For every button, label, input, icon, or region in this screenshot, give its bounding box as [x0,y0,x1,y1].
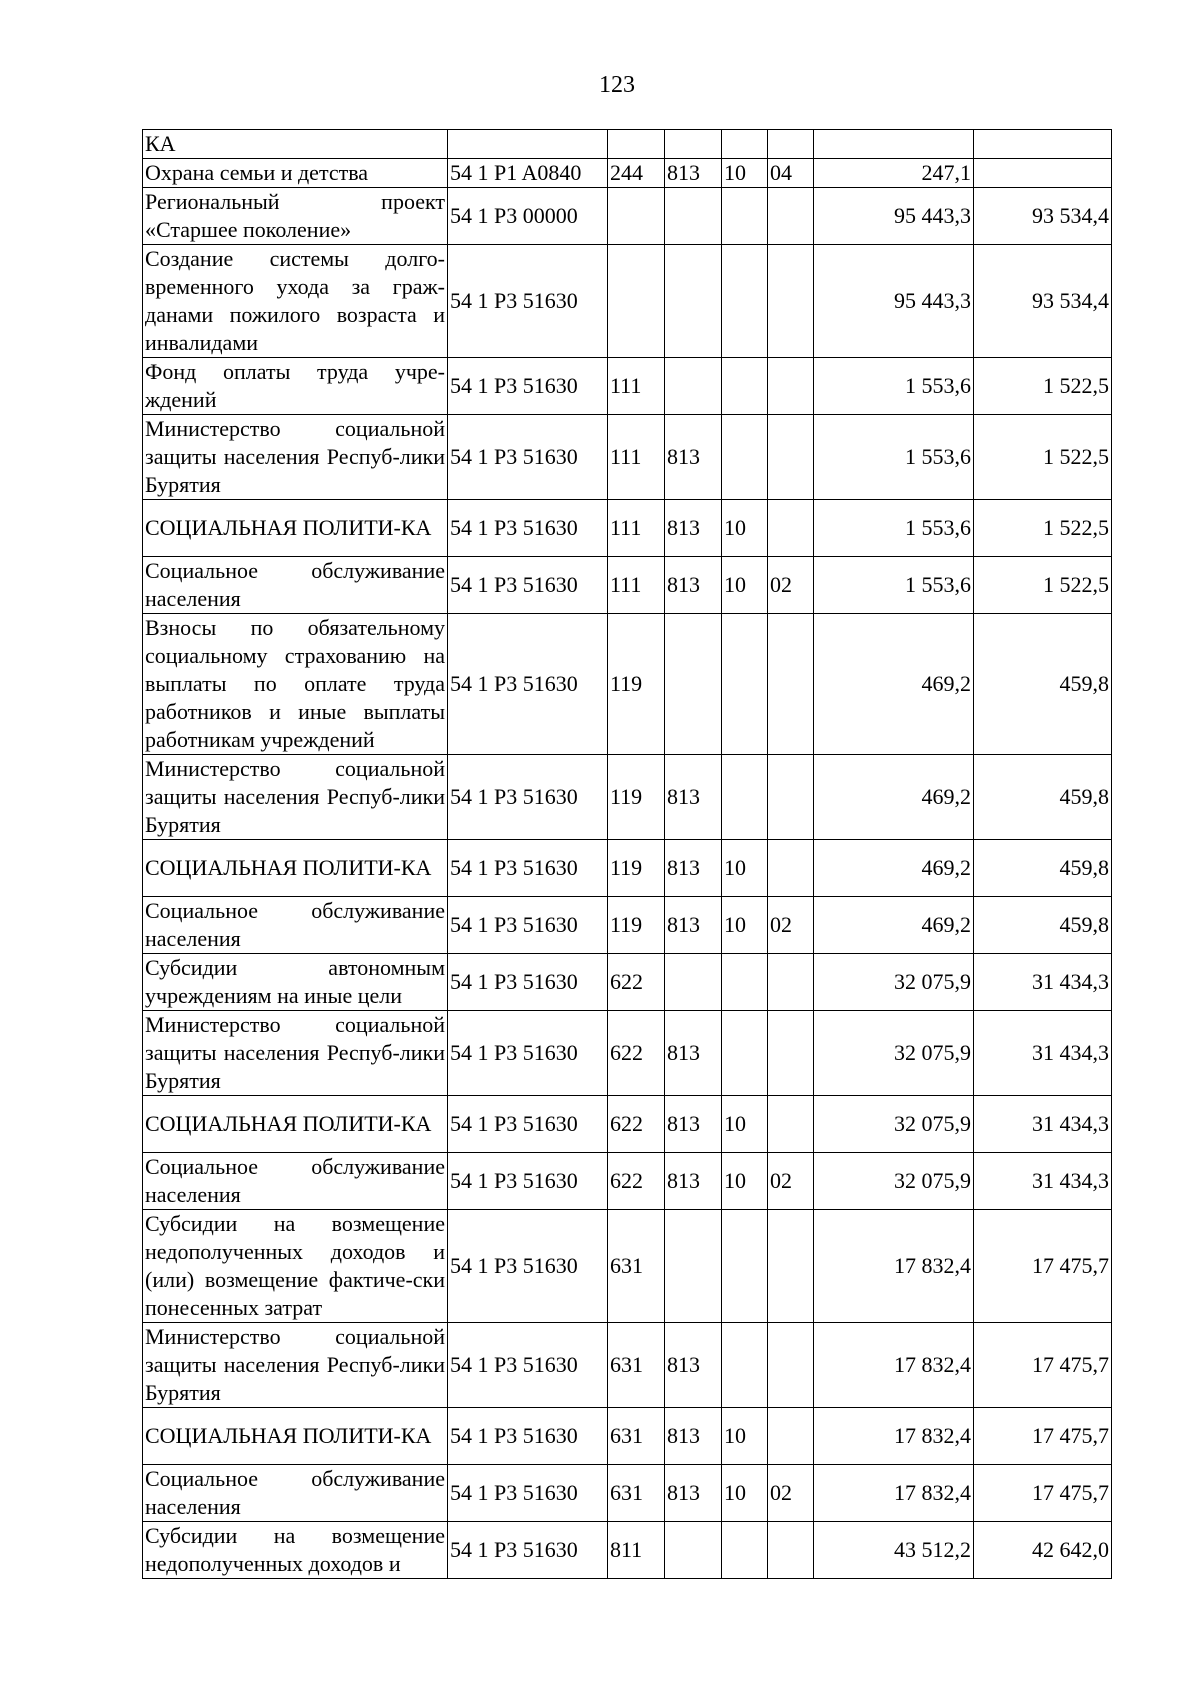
row-name-cell: СОЦИАЛЬНАЯ ПОЛИТИ-КА [143,1096,448,1153]
amount-year-2: 31 434,3 [974,954,1112,1011]
amount-year-1: 469,2 [814,897,974,954]
section-code: 10 [722,1408,768,1465]
amount-year-1: 1 553,6 [814,358,974,415]
amount-year-2: 42 642,0 [974,1522,1112,1579]
subsection-code [768,1408,814,1465]
section-code [722,1323,768,1408]
expense-type-code: 622 [608,1096,665,1153]
section-code [722,954,768,1011]
amount-year-2: 31 434,3 [974,1096,1112,1153]
subsection-code [768,500,814,557]
subsection-code: 02 [768,1465,814,1522]
table-row [143,1096,1112,1153]
target-article-code: 54 1 P3 51630 [448,840,608,897]
row-name-cell: Охрана семьи и детства [143,159,448,188]
expense-type-code: 244 [608,159,665,188]
table-row [143,1323,1112,1408]
subsection-code [768,954,814,1011]
amount-year-2: 459,8 [974,897,1112,954]
amount-year-1: 17 832,4 [814,1465,974,1522]
budget-table [142,129,1112,1579]
target-article-code: 54 1 P3 51630 [448,1210,608,1323]
target-article-code: 54 1 P3 51630 [448,614,608,755]
section-code [722,415,768,500]
expense-type-code: 119 [608,897,665,954]
row-name-cell: Министерство социальной защиты населения Респуб-лики Бурятия [143,755,448,840]
target-article-code: 54 1 P3 51630 [448,557,608,614]
ministry-code [665,245,722,358]
amount-year-1: 32 075,9 [814,1153,974,1210]
table-row [143,1153,1112,1210]
amount-year-1: 469,2 [814,840,974,897]
ministry-code [665,130,722,159]
amount-year-2: 17 475,7 [974,1465,1112,1522]
table-row [143,358,1112,415]
section-code [722,614,768,755]
ministry-code: 813 [665,500,722,557]
ministry-code: 813 [665,415,722,500]
amount-year-2: 17 475,7 [974,1408,1112,1465]
target-article-code [448,130,608,159]
target-article-code: 54 1 P3 51630 [448,1408,608,1465]
section-code [722,1210,768,1323]
amount-year-1: 469,2 [814,614,974,755]
expense-type-code: 631 [608,1465,665,1522]
expense-type-code: 111 [608,358,665,415]
section-code: 10 [722,840,768,897]
row-name-cell: Социальное обслуживание населения [143,1465,448,1522]
ministry-code: 813 [665,159,722,188]
table-row [143,188,1112,245]
subsection-code [768,614,814,755]
subsection-code: 02 [768,1153,814,1210]
amount-year-2: 93 534,4 [974,188,1112,245]
ministry-code [665,1210,722,1323]
table-row [143,557,1112,614]
amount-year-1: 32 075,9 [814,954,974,1011]
expense-type-code: 111 [608,500,665,557]
ministry-code: 813 [665,1096,722,1153]
ministry-code: 813 [665,840,722,897]
amount-year-1: 17 832,4 [814,1210,974,1323]
subsection-code [768,130,814,159]
ministry-code [665,1522,722,1579]
amount-year-2: 1 522,5 [974,500,1112,557]
section-code [722,130,768,159]
table-row [143,1408,1112,1465]
target-article-code: 54 1 P3 00000 [448,188,608,245]
expense-type-code: 622 [608,954,665,1011]
expense-type-code: 631 [608,1210,665,1323]
subsection-code [768,1323,814,1408]
section-code: 10 [722,500,768,557]
subsection-code [768,1096,814,1153]
subsection-code [768,1210,814,1323]
row-name-cell: Социальное обслуживание населения [143,557,448,614]
table-row [143,130,1112,159]
ministry-code: 813 [665,1323,722,1408]
amount-year-2: 17 475,7 [974,1210,1112,1323]
section-code [722,358,768,415]
ministry-code: 813 [665,897,722,954]
amount-year-1: 95 443,3 [814,188,974,245]
expense-type-code: 631 [608,1408,665,1465]
ministry-code: 813 [665,1465,722,1522]
amount-year-1: 95 443,3 [814,245,974,358]
row-name-cell: СОЦИАЛЬНАЯ ПОЛИТИ-КА [143,1408,448,1465]
amount-year-2: 1 522,5 [974,358,1112,415]
row-name-cell: Министерство социальной защиты населения Респуб-лики Бурятия [143,1011,448,1096]
table-row [143,500,1112,557]
row-name-cell: Министерство социальной защиты населения Респуб-лики Бурятия [143,1323,448,1408]
row-name-cell: СОЦИАЛЬНАЯ ПОЛИТИ-КА [143,840,448,897]
amount-year-2: 1 522,5 [974,557,1112,614]
table-row [143,1465,1112,1522]
subsection-code [768,358,814,415]
section-code [722,245,768,358]
expense-type-code [608,188,665,245]
ministry-code [665,188,722,245]
expense-type-code: 622 [608,1011,665,1096]
subsection-code [768,415,814,500]
target-article-code: 54 1 P3 51630 [448,1465,608,1522]
row-name-cell: Создание системы долго-временного ухода за граж-данами пожилого возраста и инвалидами [143,245,448,358]
page-number: 123 [599,72,635,98]
amount-year-2: 31 434,3 [974,1011,1112,1096]
amount-year-1 [814,130,974,159]
table-row [143,159,1112,188]
row-name-cell: Субсидии на возмещение недополученных доходов и (или) возмещение фактиче-ски понесенных затрат [143,1210,448,1323]
subsection-code [768,840,814,897]
section-code: 10 [722,1096,768,1153]
table-row [143,840,1112,897]
table-row [143,415,1112,500]
amount-year-2: 459,8 [974,614,1112,755]
subsection-code: 02 [768,557,814,614]
amount-year-1: 32 075,9 [814,1011,974,1096]
expense-type-code [608,130,665,159]
amount-year-1: 1 553,6 [814,500,974,557]
expense-type-code: 631 [608,1323,665,1408]
target-article-code: 54 1 P3 51630 [448,415,608,500]
ministry-code [665,358,722,415]
section-code [722,1011,768,1096]
table-row [143,954,1112,1011]
amount-year-2: 459,8 [974,755,1112,840]
amount-year-1: 1 553,6 [814,557,974,614]
expense-type-code: 119 [608,840,665,897]
amount-year-2: 1 522,5 [974,415,1112,500]
expense-type-code: 119 [608,614,665,755]
ministry-code: 813 [665,755,722,840]
ministry-code: 813 [665,1011,722,1096]
target-article-code: 54 1 P3 51630 [448,245,608,358]
amount-year-1: 1 553,6 [814,415,974,500]
target-article-code: 54 1 P3 51630 [448,1011,608,1096]
row-name-cell: Фонд оплаты труда учре-ждений [143,358,448,415]
subsection-code [768,245,814,358]
target-article-code: 54 1 P3 51630 [448,755,608,840]
amount-year-1: 32 075,9 [814,1096,974,1153]
subsection-code: 04 [768,159,814,188]
expense-type-code: 111 [608,415,665,500]
amount-year-1: 17 832,4 [814,1408,974,1465]
subsection-code: 02 [768,897,814,954]
row-name-cell: СОЦИАЛЬНАЯ ПОЛИТИ-КА [143,500,448,557]
table-row [143,614,1112,755]
amount-year-2: 93 534,4 [974,245,1112,358]
amount-year-2: 459,8 [974,840,1112,897]
expense-type-code [608,245,665,358]
section-code: 10 [722,1465,768,1522]
amount-year-2: 31 434,3 [974,1153,1112,1210]
table-row [143,897,1112,954]
target-article-code: 54 1 P1 A0840 [448,159,608,188]
row-name-cell: Взносы по обязательному социальному страхованию на выплаты по оплате труда работников и иные выплаты работникам учреждений [143,614,448,755]
section-code: 10 [722,159,768,188]
section-code [722,1522,768,1579]
table-row [143,245,1112,358]
target-article-code: 54 1 P3 51630 [448,500,608,557]
target-article-code: 54 1 P3 51630 [448,1153,608,1210]
section-code [722,755,768,840]
amount-year-1: 469,2 [814,755,974,840]
row-name-cell: Социальное обслуживание населения [143,897,448,954]
table-row [143,1522,1112,1579]
table-row [143,755,1112,840]
section-code: 10 [722,897,768,954]
ministry-code: 813 [665,1153,722,1210]
amount-year-2 [974,159,1112,188]
target-article-code: 54 1 P3 51630 [448,358,608,415]
table-body [143,130,1112,1579]
ministry-code [665,954,722,1011]
target-article-code: 54 1 P3 51630 [448,1096,608,1153]
row-name-cell: КА [143,130,448,159]
target-article-code: 54 1 P3 51630 [448,954,608,1011]
ministry-code: 813 [665,1408,722,1465]
section-code: 10 [722,557,768,614]
table-row [143,1011,1112,1096]
ministry-code: 813 [665,557,722,614]
section-code [722,188,768,245]
table-row [143,1210,1112,1323]
target-article-code: 54 1 P3 51630 [448,1323,608,1408]
expense-type-code: 622 [608,1153,665,1210]
row-name-cell: Субсидии автономным учреждениям на иные цели [143,954,448,1011]
amount-year-1: 43 512,2 [814,1522,974,1579]
ministry-code [665,614,722,755]
amount-year-2 [974,130,1112,159]
row-name-cell: Министерство социальной защиты населения Респуб-лики Бурятия [143,415,448,500]
section-code: 10 [722,1153,768,1210]
amount-year-2: 17 475,7 [974,1323,1112,1408]
expense-type-code: 111 [608,557,665,614]
target-article-code: 54 1 P3 51630 [448,897,608,954]
row-name-cell: Социальное обслуживание населения [143,1153,448,1210]
expense-type-code: 811 [608,1522,665,1579]
subsection-code [768,755,814,840]
target-article-code: 54 1 P3 51630 [448,1522,608,1579]
subsection-code [768,188,814,245]
amount-year-1: 17 832,4 [814,1323,974,1408]
expense-type-code: 119 [608,755,665,840]
row-name-cell: Региональный проект «Старшее поколение» [143,188,448,245]
subsection-code [768,1522,814,1579]
row-name-cell: Субсидии на возмещение недополученных доходов и [143,1522,448,1579]
amount-year-1: 247,1 [814,159,974,188]
subsection-code [768,1011,814,1096]
